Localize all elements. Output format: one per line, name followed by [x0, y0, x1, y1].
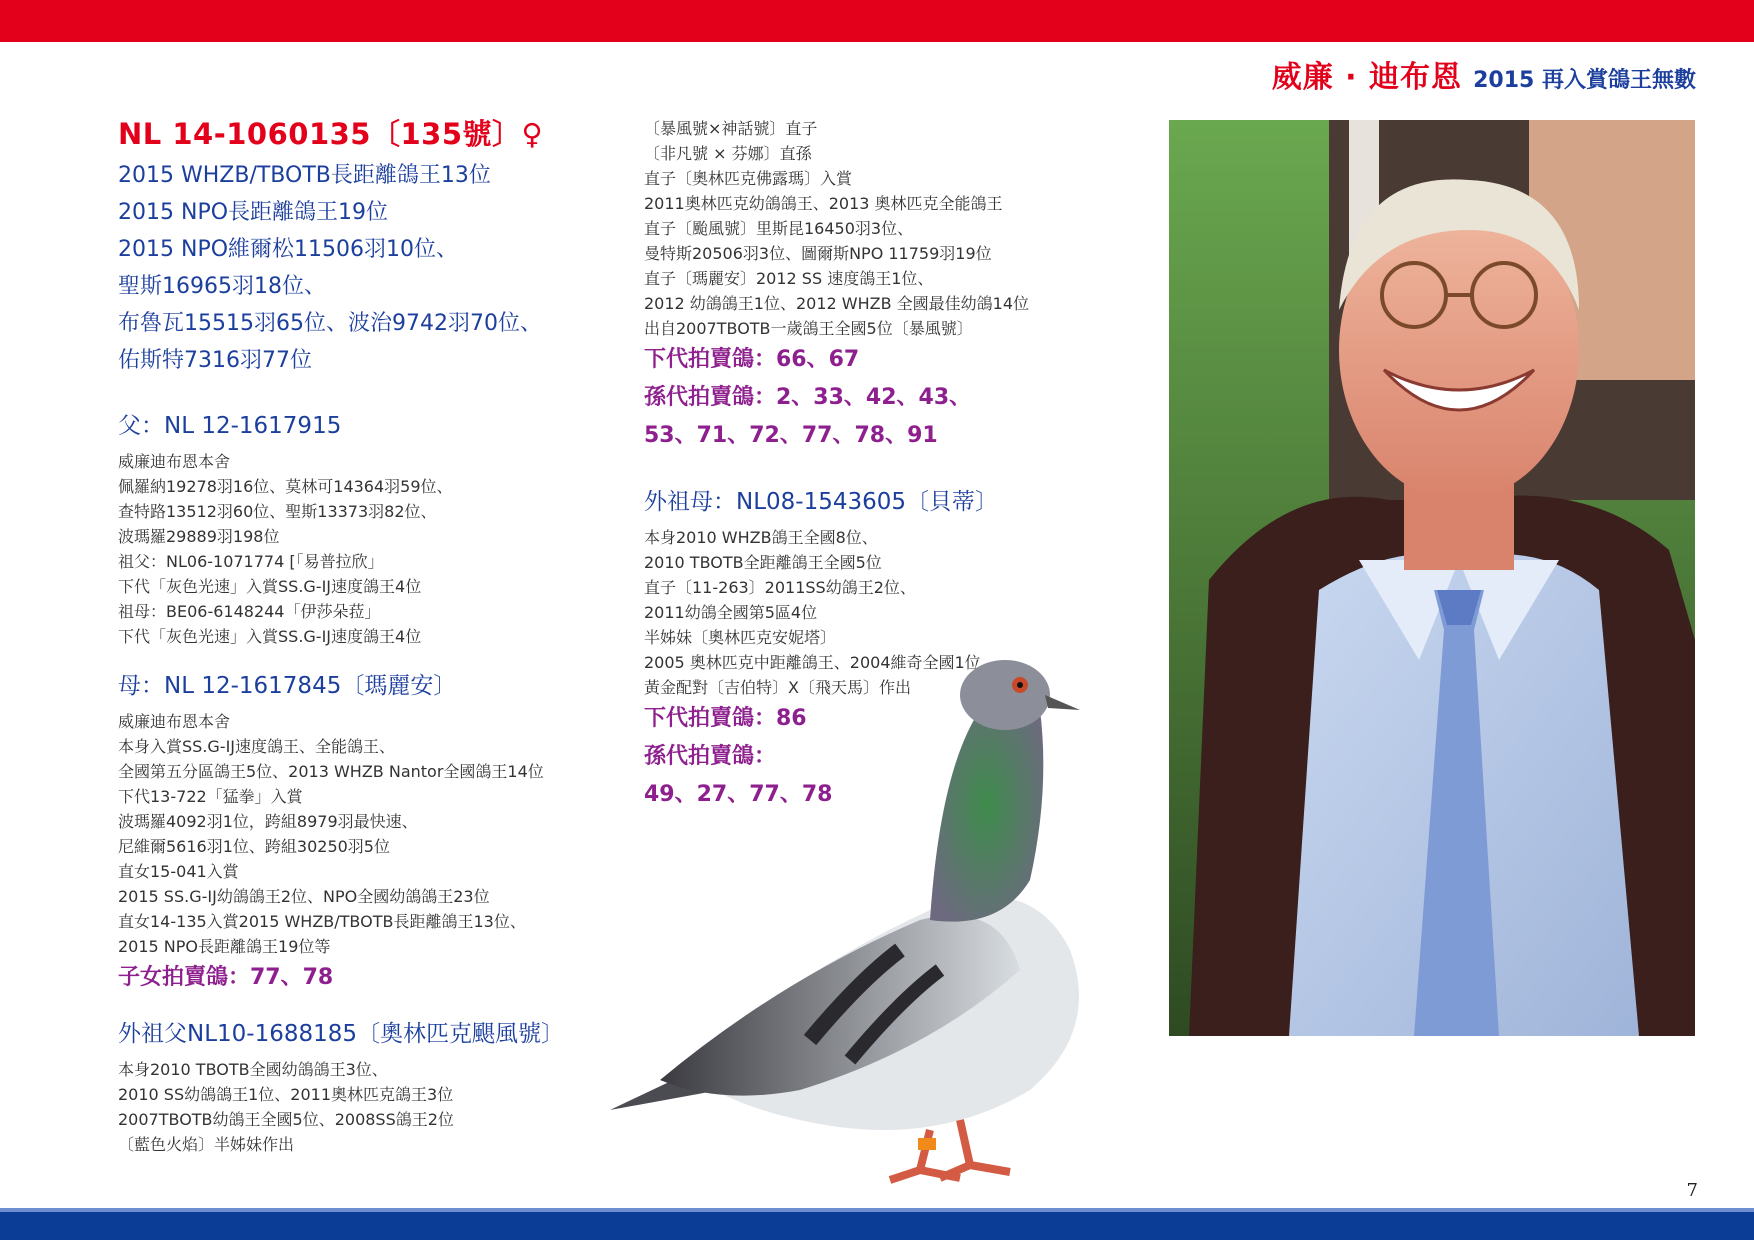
grandfather-cont-line: 出自2007TBOTB一歲鴿王全國5位〔暴風號〕	[644, 319, 973, 338]
father-line: 佩羅納19278羽16位、莫林可14364羽59位、	[118, 477, 453, 496]
breeder-photo	[1169, 120, 1695, 1036]
mother-title: 母：NL 12-1617845〔瑪麗安〕	[118, 673, 457, 699]
grandfather-cont-line: 〔暴風號×神話號〕直子	[644, 119, 818, 138]
page-header	[1272, 52, 1696, 96]
grandfather-cont-line: 〔非凡號 × 芬娜〕直孫	[644, 144, 812, 163]
father-line: 下代「灰色光速」入賞SS.G-IJ速度鴿王4位	[118, 577, 422, 596]
left-column	[118, 112, 618, 1157]
grandmother-line: 黃金配對〔吉伯特〕X〔飛天馬〕作出	[644, 678, 911, 697]
highlight-line: 2015 NPO長距離鴿王19位	[118, 200, 389, 225]
mother-line: 2015 SS.G-IJ幼鴿鴿王2位、NPO全國幼鴿鴿王23位	[118, 887, 490, 906]
grandmother-grandchildren-auction-label: 孫代拍賣鴿：	[644, 744, 777, 769]
breeder-portrait-illustration	[1169, 120, 1695, 1036]
grandmother-line: 2010 TBOTB全距離鴿王全國5位	[644, 553, 882, 572]
mother-auction: 子女拍賣鴿：77、78	[118, 965, 334, 990]
mother-line: 波瑪羅4092羽1位，跨組8979羽最快速、	[118, 812, 418, 831]
header-subtitle: 2015 再入賞鴿王無數	[1473, 68, 1696, 93]
grandfather-cont-line: 直子〔瑪麗安〕2012 SS 速度鴿王1位、	[644, 269, 934, 288]
grandmother-line: 本身2010 WHZB鴿王全國8位、	[644, 528, 878, 547]
highlight-line: 2015 NPO維爾松11506羽10位、	[118, 237, 459, 262]
grandfather-cont-line: 2012 幼鴿鴿王1位、2012 WHZB 全國最佳幼鴿14位	[644, 294, 1030, 313]
mother-line: 本身入賞SS.G-IJ速度鴿王、全能鴿王、	[118, 737, 396, 756]
bird-title: NL 14-1060135〔135號〕♀	[118, 117, 544, 151]
grandfather-grandchildren-auction-cont: 53、71、72、77、78、91	[644, 423, 938, 448]
highlight-line: 佑斯特7316羽77位	[118, 348, 312, 373]
page-number: 7	[1686, 1180, 1698, 1201]
grandmother-title: 外祖母：NL08-1543605〔貝蒂〕	[644, 489, 999, 515]
grandfather-cont-line: 直子〔颱風號〕里斯昆16450羽3位、	[644, 219, 914, 238]
grandfather-cont-line: 2011奧林匹克幼鴿鴿王、2013 奧林匹克全能鴿王	[644, 194, 1003, 213]
mother-line: 尼維爾5616羽1位、跨組30250羽5位	[118, 837, 390, 856]
mother-line: 威廉迪布恩本舍	[118, 712, 231, 731]
pigeon-illustration	[600, 650, 1180, 1190]
grandfather-line: 2010 SS幼鴿鴿王1位、2011奧林匹克鴿王3位	[118, 1085, 454, 1104]
father-line: 祖母：BE06-6148244「伊莎朵菈」	[118, 602, 381, 621]
highlight-line: 聖斯16965羽18位、	[118, 274, 326, 299]
father-title: 父：NL 12-1617915	[118, 413, 342, 439]
highlight-line: 2015 WHZB/TBOTB長距離鴿王13位	[118, 163, 491, 188]
grandfather-cont-line: 直子〔奧林匹克佛露瑪〕入賞	[644, 169, 853, 188]
mother-line: 下代13-722「猛拳」入賞	[118, 787, 303, 806]
mother-line: 全國第五分區鴿王5位、2013 WHZB Nantor全國鴿王14位	[118, 762, 544, 781]
father-line: 查特路13512羽60位、聖斯13373羽82位、	[118, 502, 437, 521]
bottom-blue-bar	[0, 1212, 1754, 1240]
grandfather-line: 2007TBOTB幼鴿王全國5位、2008SS鴿王2位	[118, 1110, 454, 1129]
mother-line: 直女14-135入賞2015 WHZB/TBOTB長距離鴿王13位、	[118, 912, 526, 931]
grandmother-line: 2011幼鴿全國第5區4位	[644, 603, 818, 622]
grandfather-children-auction: 下代拍賣鴿：66、67	[644, 347, 860, 372]
grandfather-line: 本身2010 TBOTB全國幼鴿鴿王3位、	[118, 1060, 388, 1079]
grandmother-line: 直子〔11-263〕2011SS幼鴿王2位、	[644, 578, 916, 597]
top-red-bar	[0, 0, 1754, 42]
mother-line: 直女15-041入賞	[118, 862, 239, 881]
grandmother-children-auction: 下代拍賣鴿：86	[644, 706, 807, 731]
father-line: 波瑪羅29889羽198位	[118, 527, 280, 546]
grandfather-title: 外祖父NL10-1688185〔奧林匹克颶風號〕	[118, 1021, 565, 1047]
father-line: 下代「灰色光速」入賞SS.G-IJ速度鴿王4位	[118, 627, 422, 646]
grandfather-grandchildren-auction: 孫代拍賣鴿：2、33、42、43、	[644, 385, 972, 410]
highlight-line: 布魯瓦15515羽65位、波治9742羽70位、	[118, 311, 542, 336]
grandmother-line: 2005 奧林匹克中距離鴿王、2004維奇全國1位	[644, 653, 981, 672]
grandmother-grandchildren-auction-values: 49、27、77、78	[644, 782, 833, 807]
father-line: 祖父：NL06-1071774 [「易普拉欣」	[118, 552, 384, 571]
mother-line: 2015 NPO長距離鴿王19位等	[118, 937, 331, 956]
grandmother-line: 半姊妹〔奧林匹克安妮塔〕	[644, 628, 837, 647]
father-line: 威廉迪布恩本舍	[118, 452, 231, 471]
grandfather-line: 〔藍色火焰〕半姊妹作出	[118, 1135, 295, 1154]
grandfather-cont-line: 曼特斯20506羽3位、圖爾斯NPO 11759羽19位	[644, 244, 992, 263]
breeder-name: 威廉 · 迪布恩	[1271, 60, 1463, 95]
